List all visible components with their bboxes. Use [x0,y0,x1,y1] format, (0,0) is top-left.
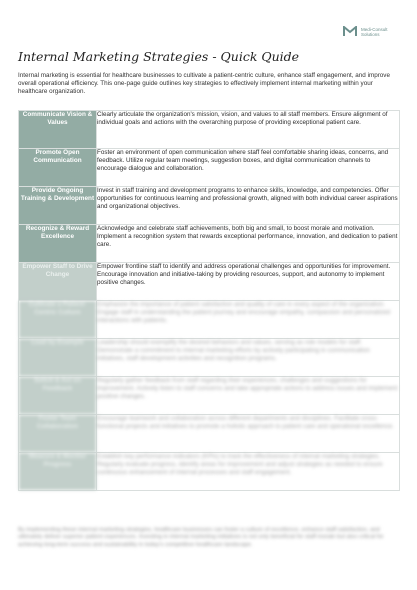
strategy-name: Promote Open Communication [19,149,97,187]
strategy-name: Communicate Vision & Values [19,111,97,149]
strategy-table [18,110,400,491]
strategy-name: Recognize & Reward Excellence [19,225,97,263]
strategy-row [19,225,400,263]
strategy-row [19,263,400,301]
brand-name: Medi-Consult Solutions [361,26,388,37]
strategy-description: Invest in staff training and development programs to enhance skills, knowledge, and competencies. Offer opportunities for continuous learning and professional growth, aligned with both individual career aspirations and organizational objectives. [97,187,400,225]
strategy-description: Foster an environment of open communication where staff feel comfortable sharing ideas, concerns, and feedback. Utilize regular team meetings, suggestion boxes, and digital communication channels to encourage dialogue and collaboration. [97,149,400,187]
strategy-row [19,453,400,491]
m-logo-icon [343,26,357,37]
strategy-description: Acknowledge and celebrate staff achievements, both big and small, to boost morale and motivation. Implement a recognition system that rewards exceptional performance, innovation, and dedication to patient care. [97,225,400,263]
strategy-description: Leadership should exemplify the desired behaviors and values, serving as role models for staff. Demonstrate a commitment to internal marketing efforts by actively participating in communication initiatives, staff development activities and recognition programs. [97,339,400,377]
strategy-name: Empower Staff to Drive Change [19,263,97,301]
strategy-description: Clearly articulate the organization's mission, vision, and values to all staff members. Ensure alignment of individual goals and actions with the overarching purpose of providing exceptional patient care. [97,111,400,149]
page-title: Internal Marketing Strategies - Quick Quide [18,49,300,64]
strategy-row [19,187,400,225]
strategy-name: Solicit & Act on Feedback [19,377,97,415]
strategy-description: Empower frontline staff to identify and address operational challenges and opportunities for improvement. Encourage innovation and initiative-taking by providing resources, support, and autonomy to implement positive changes. [97,263,400,301]
strategy-description: Regularly gather feedback from staff regarding their experiences, challenges and suggestions for improvement. Actively listen to staff concerns and take appropriate actions to address issues and implement positive changes. [97,377,400,415]
strategy-description: Encourage teamwork and collaboration across different departments and disciplines. Facilitate cross-functional projects and initiatives to promote a holistic approach to patient care and operational excellence. [97,415,400,453]
strategy-row [19,377,400,415]
strategy-row [19,149,400,187]
strategy-row [19,415,400,453]
strategy-name: Lead by Example [19,339,97,377]
strategy-row [19,111,400,149]
strategy-description: Establish key performance indicators (KPIs) to track the effectiveness of internal marketing strategies. Regularly evaluate progress, identify areas for improvement and adjust strategies as needed to ensure continuous enhancement of internal processes and staff engagement. [97,453,400,491]
strategy-row [19,301,400,339]
strategy-row [19,339,400,377]
brand [343,26,395,37]
strategy-name: Provide Ongoing Training & Development [19,187,97,225]
closing-paragraph: By implementing these internal marketing strategies, healthcare businesses can foster a culture of excellence, enhance staff satisfaction, and ultimately deliver superior patient experiences. Investing in internal marketing initiatives is not only beneficial for staff morale but also critical for achieving long-term success and sustainability in today's competitive healthcare landscape. [18,527,384,548]
intro-paragraph: Internal marketing is essential for healthcare businesses to cultivate a patient-centric culture, enhance staff engagement, and improve overall operational efficiency. This one-page guide outlines key strategies to effectively implement internal marketing within your healthcare organization. [18,72,390,96]
strategy-name: Measure & Monitor Progress [19,453,97,491]
strategy-name: Cultivate a Patient-Centric Culture [19,301,97,339]
strategy-name: Foster Team Collaboration [19,415,97,453]
strategy-description: Emphasize the importance of patient satisfaction and quality of care in every aspect of the organization. Engage staff in understanding the patient journey and encourage empathy, compassion and personalized interactions with patients. [97,301,400,339]
